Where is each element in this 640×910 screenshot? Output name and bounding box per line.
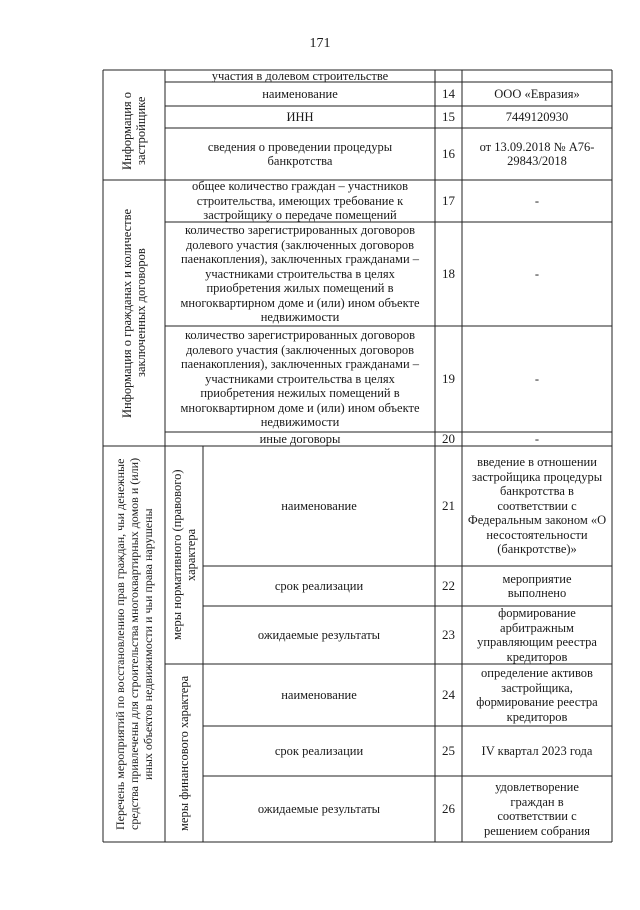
row-label: иные договоры bbox=[259, 431, 341, 446]
row-value: определение активов застройщика, формирование реестра кредиторов bbox=[476, 666, 598, 724]
row-label: наименование bbox=[281, 498, 357, 513]
row-number: 20 bbox=[442, 430, 455, 446]
row-number: 19 bbox=[442, 370, 455, 386]
row-value: - bbox=[534, 431, 540, 446]
row-number: 18 bbox=[442, 265, 455, 281]
row-label: ожидаемые результаты bbox=[257, 627, 381, 642]
row-label: количество зарегистрированных договоров долевого участия (заключенных договоров паенакопления), заключенных гражданами – участниками строительства в целях приобретения нежилых помещений в многоквартирном доме и (или) ином объекте недвижимости bbox=[180, 328, 420, 430]
row-number: 22 bbox=[442, 577, 455, 593]
row-value: формирование арбитражным управляющим реестра кредиторов bbox=[477, 606, 597, 664]
row-number: 23 bbox=[442, 626, 455, 642]
row-number: 24 bbox=[442, 686, 455, 702]
row-label: наименование bbox=[262, 86, 338, 101]
row-value: мероприятие выполнено bbox=[502, 571, 572, 600]
row-label: сведения о проведении процедуры банкротства bbox=[207, 139, 393, 168]
row-number: 26 bbox=[442, 800, 455, 816]
page-number: 171 bbox=[309, 36, 331, 51]
row-number: 16 bbox=[442, 145, 455, 161]
row-number: 15 bbox=[442, 108, 455, 124]
row-number: 25 bbox=[442, 742, 455, 758]
row-value: введение в отношении застройщика процедуры банкротства в соответствии с Федеральным законом «О несостоятельности (банкротстве)» bbox=[467, 455, 607, 557]
row-value: - bbox=[534, 266, 540, 281]
row-label: количество зарегистрированных договоров долевого участия (заключенных договоров паенакопления), заключенных гражданами – участниками строительства в целях приобретения жилых помещений в многоквартирном доме и (или) ином объекте недвижимости bbox=[180, 223, 420, 325]
row-number: 17 bbox=[442, 192, 455, 208]
row-value: ООО «Евразия» bbox=[494, 86, 580, 101]
row-value: удовлетворение граждан в соответствии с решением собрания bbox=[483, 780, 591, 838]
section-measures: Перечень мероприятий по восстановлению прав граждан, чьи денежные средства привлечены для строительства многоквартирных домов и (или) иных объектов недвижимости и чьи права нарушены bbox=[113, 457, 155, 831]
row-number: 21 bbox=[442, 497, 455, 513]
row-value: - bbox=[534, 371, 540, 386]
row-number: 14 bbox=[442, 85, 455, 101]
section-normative: меры нормативного (правового) характера bbox=[170, 469, 198, 641]
section-citizens: Информация о гражданах и количестве заключенных договоров bbox=[120, 208, 148, 418]
row-label: ИНН bbox=[286, 109, 314, 124]
row-label: ожидаемые результаты bbox=[257, 801, 381, 816]
row-label: участия в долевом строительстве bbox=[211, 68, 389, 83]
row-label: срок реализации bbox=[274, 578, 364, 593]
row-value: IV квартал 2023 года bbox=[481, 743, 593, 758]
section-developer: Информация о застройщике bbox=[120, 92, 148, 171]
row-value: от 13.09.2018 № А76-29843/2018 bbox=[479, 139, 595, 168]
section-financial: меры финансового характера bbox=[177, 675, 191, 831]
row-label: срок реализации bbox=[274, 743, 364, 758]
row-label: наименование bbox=[281, 687, 357, 702]
row-value: - bbox=[534, 193, 540, 208]
row-label: общее количество граждан – участников строительства, имеющих требование к застройщику о передаче помещений bbox=[192, 179, 408, 223]
row-value: 7449120930 bbox=[505, 109, 569, 124]
